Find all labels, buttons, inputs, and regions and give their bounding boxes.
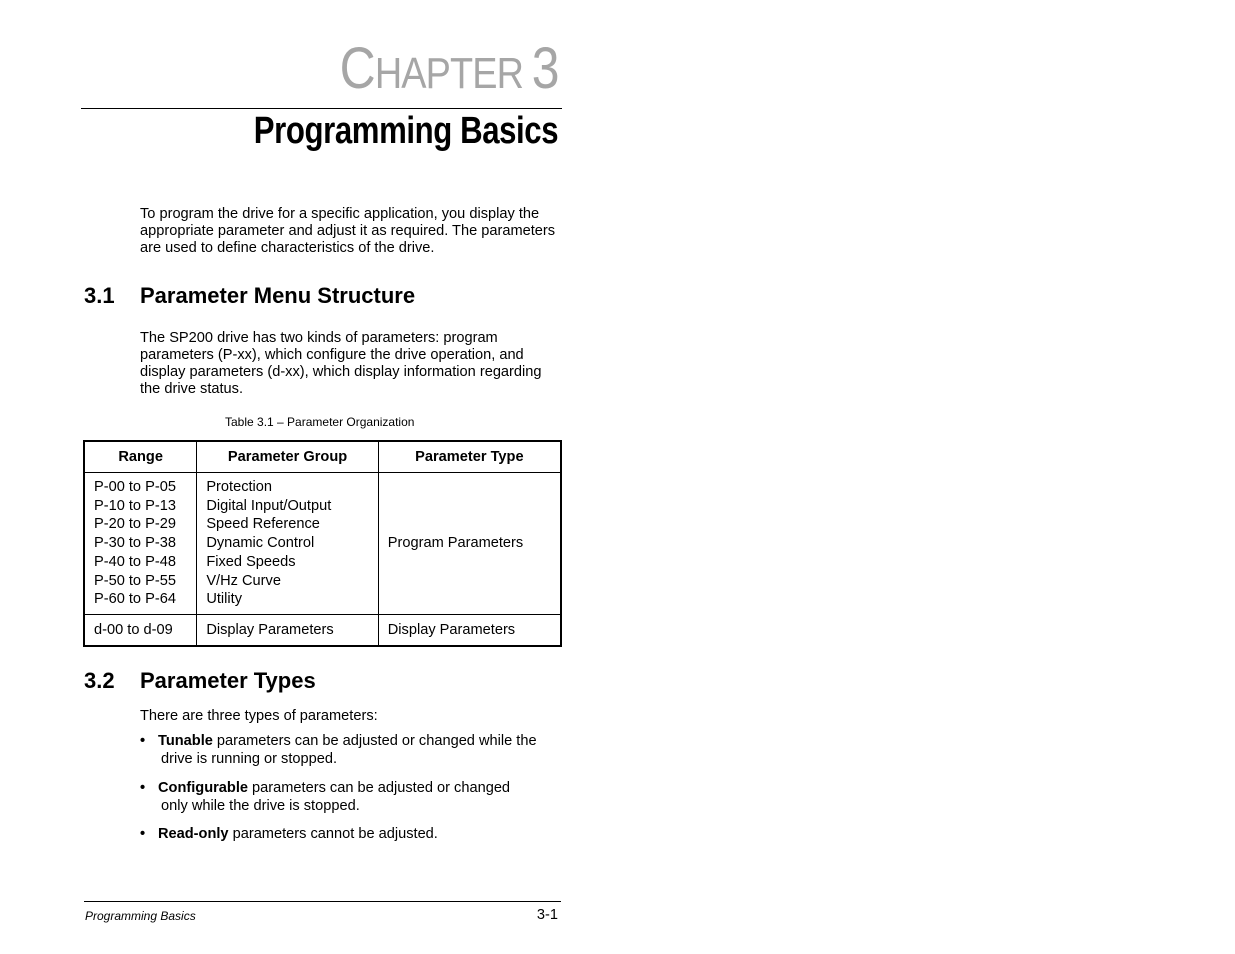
type-cell: Program Parameters (378, 473, 561, 615)
bullet-text-continued: only while the drive is stopped. (161, 798, 360, 814)
column-header: Parameter Group (197, 441, 378, 473)
section-3-2-intro: There are three types of parameters: (140, 708, 378, 724)
range-value: P-40 to P-48 (94, 553, 176, 570)
chapter-title: Programming Basics (253, 110, 558, 152)
section-heading-3-2 (84, 668, 316, 694)
range-value: P-60 to P-64 (94, 591, 176, 608)
list-item (140, 779, 565, 815)
bullet-text: parameters can be adjusted or changed while the (212, 733, 537, 749)
type-cell: Display Parameters (378, 614, 561, 646)
table-row (84, 473, 561, 615)
bullet-term: Tunable (158, 733, 213, 749)
bullet-term: Read-only (158, 826, 229, 842)
group-value: Fixed Speeds (206, 553, 296, 570)
column-header: Parameter Type (378, 441, 561, 473)
bullet-text: parameters cannot be adjusted. (228, 826, 438, 842)
footer-title: Programming Basics (85, 909, 196, 923)
header-divider (81, 108, 562, 109)
group-cell: Display Parameters (197, 614, 378, 646)
bullet-marker: • (140, 733, 146, 749)
list-item (140, 825, 565, 843)
bullet-marker: • (140, 780, 146, 796)
range-value: P-30 to P-38 (94, 535, 176, 552)
bullet-term: Configurable (158, 780, 248, 796)
bullet-text: parameters can be adjusted or changed (248, 780, 511, 796)
group-value: Digital Input/Output (206, 497, 332, 514)
bullet-marker: • (140, 826, 146, 842)
section-number: 3.2 (84, 668, 115, 693)
chapter-number: 3 (532, 36, 559, 101)
group-value: Dynamic Control (206, 535, 315, 552)
section-title: Parameter Types (140, 668, 316, 693)
range-value: P-00 to P-05 (94, 479, 176, 495)
range-value: P-10 to P-13 (94, 497, 176, 514)
column-header: Range (84, 441, 197, 473)
range-value: P-50 to P-55 (94, 572, 176, 589)
parameter-organization-table (83, 440, 562, 647)
footer-divider (84, 901, 561, 902)
group-value: Speed Reference (206, 516, 320, 533)
section-title: Parameter Menu Structure (140, 283, 416, 308)
range-cell: d-00 to d-09 (84, 614, 197, 646)
chapter-word: HAPTER (375, 49, 524, 98)
group-value: Protection (206, 479, 273, 495)
chapter-first-letter: C (340, 36, 376, 101)
group-value: Utility (206, 591, 243, 608)
range-value: P-20 to P-29 (94, 516, 176, 533)
chapter-label (340, 36, 559, 101)
bullet-text-continued: drive is running or stopped. (161, 751, 338, 767)
range-cell (84, 473, 197, 615)
section-3-1-paragraph: The SP200 drive has two kinds of parameters: program parameters (P-xx), which configure the drive operation, and display parameters (d-xx), which display information regarding the drive status. (140, 330, 542, 397)
group-cell (197, 473, 378, 615)
group-value: V/Hz Curve (206, 572, 281, 589)
page-number: 3-1 (536, 907, 558, 923)
table-row (84, 614, 561, 646)
section-number: 3.1 (84, 283, 115, 308)
list-item (140, 732, 565, 768)
table-caption: Table 3.1 – Parameter Organization (225, 415, 415, 429)
table-header-row (84, 441, 561, 473)
section-heading-3-1 (84, 283, 415, 309)
intro-paragraph: To program the drive for a specific application, you display the appropriate parameter and adjust it as required. The parameters are used to define characteristics of the drive. (140, 206, 556, 256)
